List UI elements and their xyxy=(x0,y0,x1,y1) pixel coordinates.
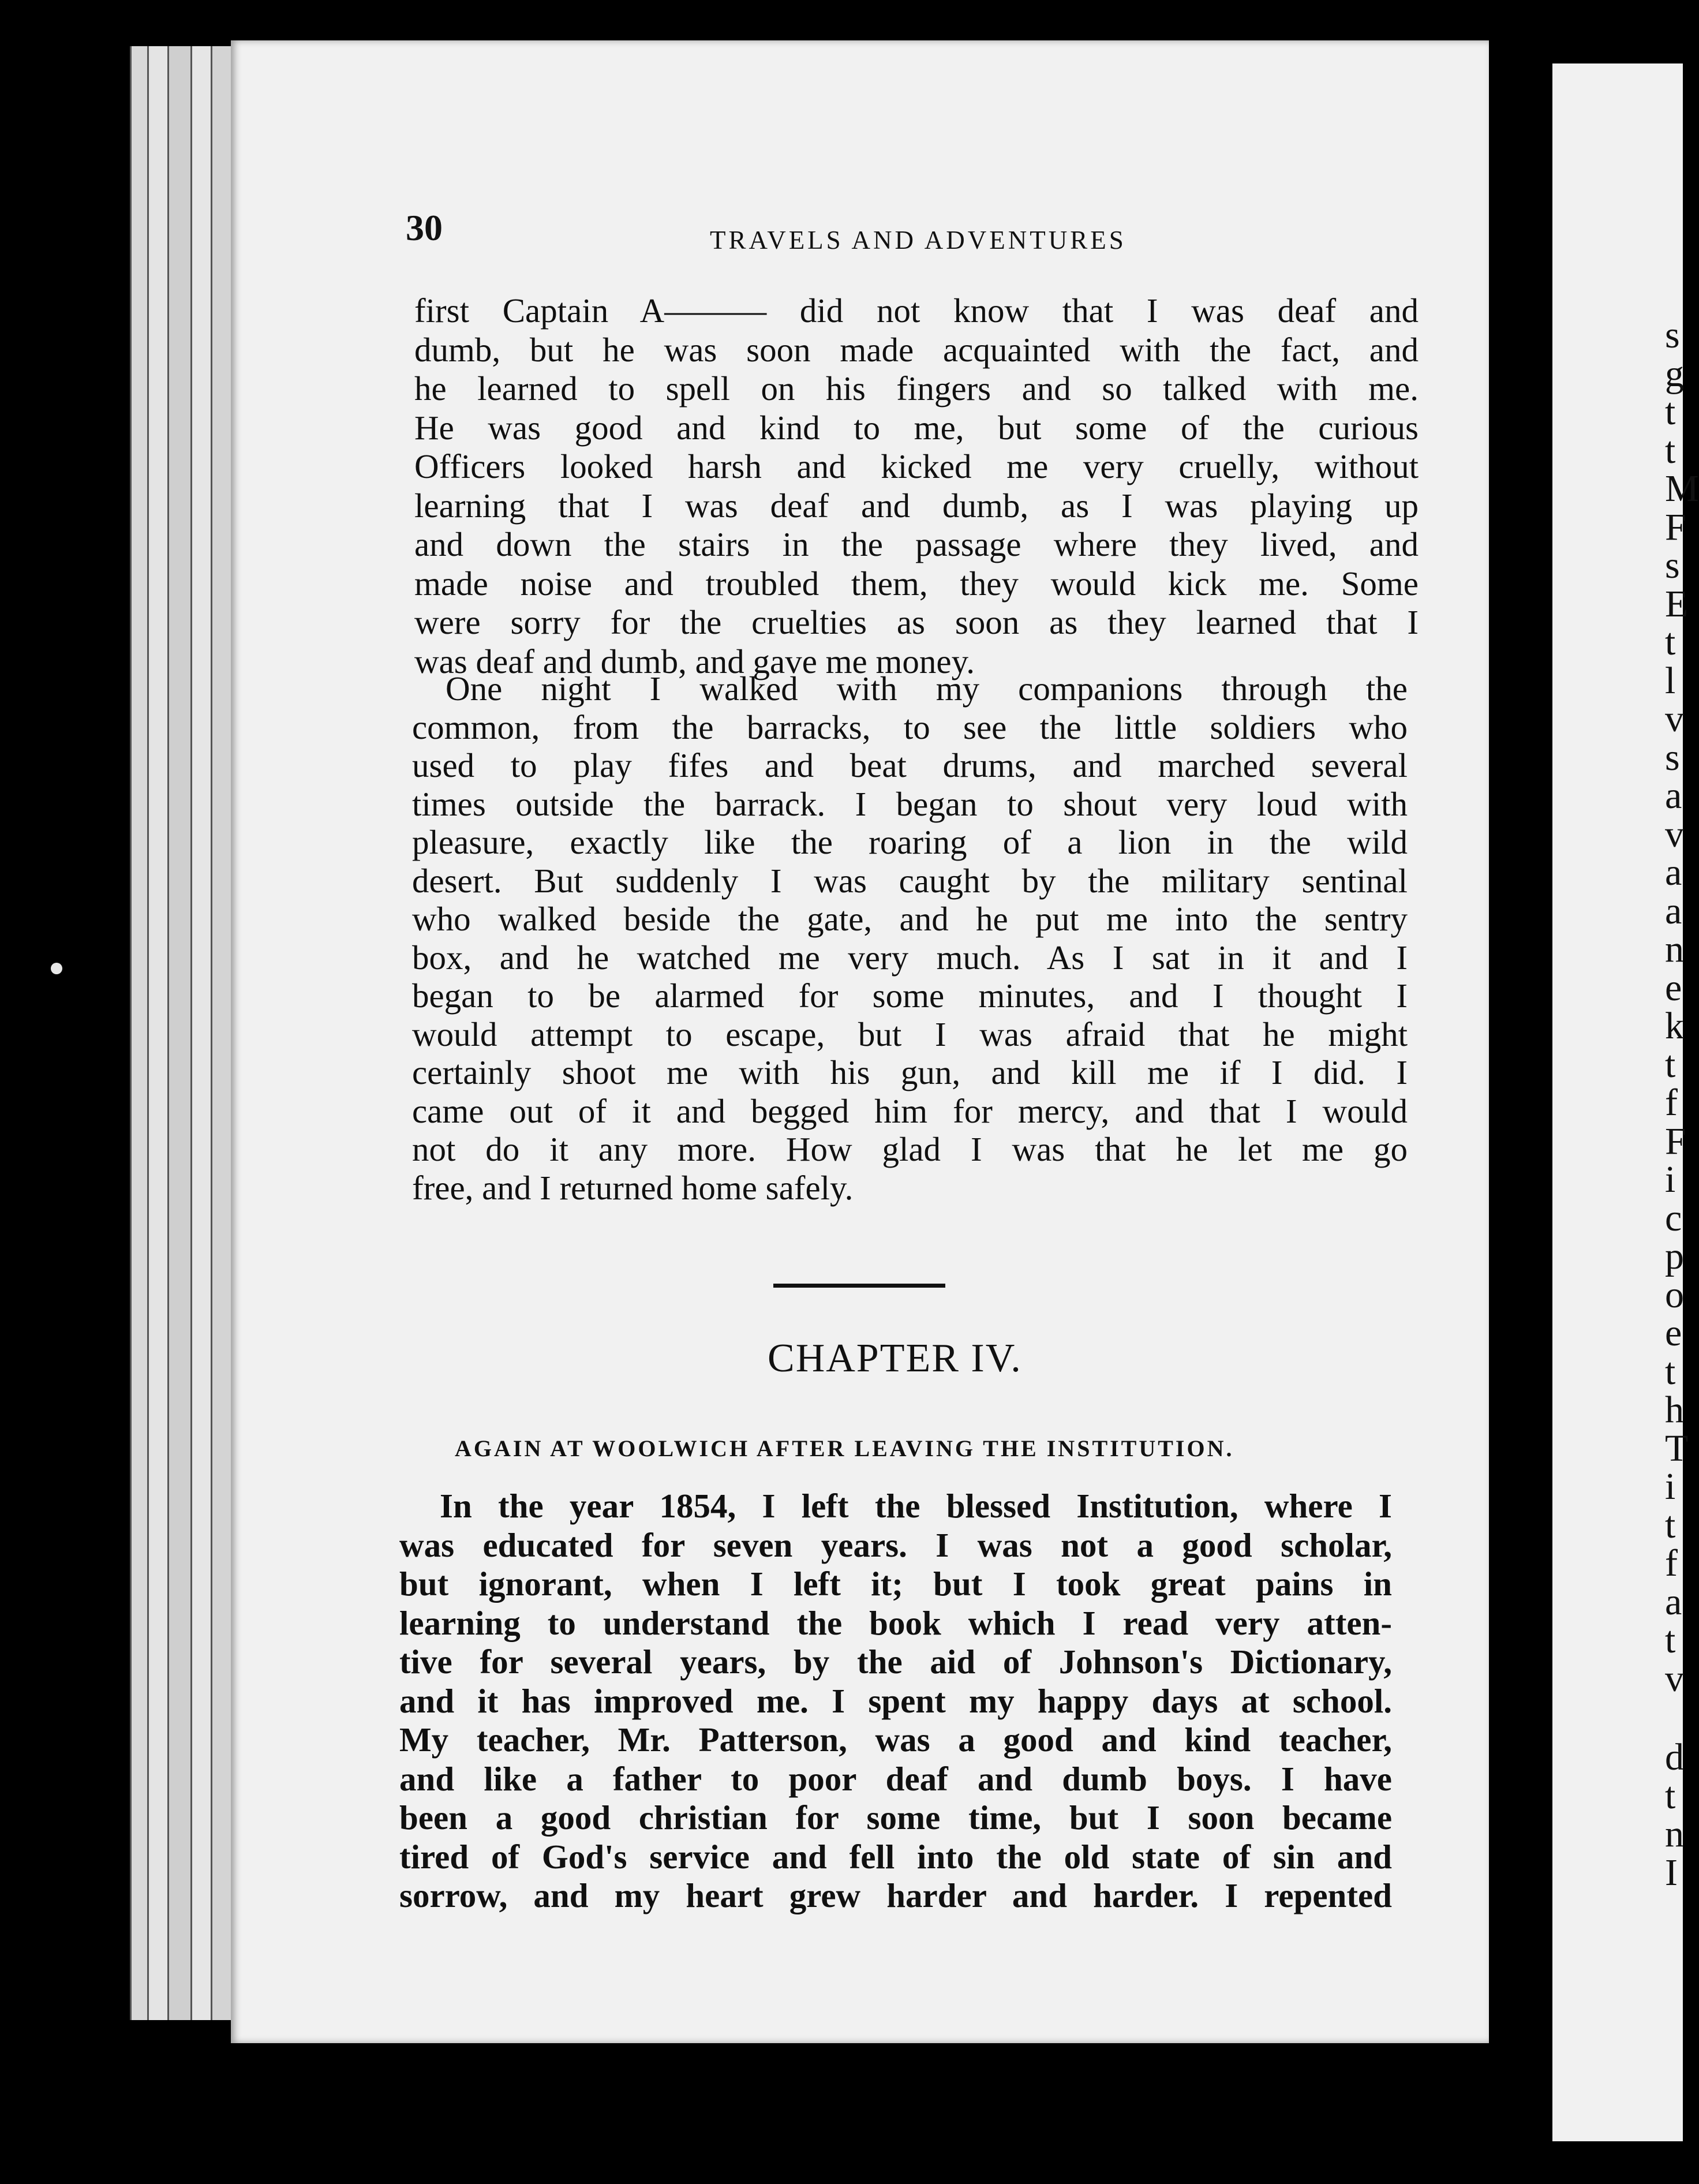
facing-page-letter: F xyxy=(1665,1120,1686,1162)
text-line: tive for several years, by the aid of Johnson's Dictionary, xyxy=(399,1643,1392,1681)
facing-page-letter: F xyxy=(1665,506,1686,548)
text-line: and down the stairs in the passage where they lived, and xyxy=(414,525,1419,563)
text-line: learning to understand the book which I read very atten- xyxy=(399,1603,1392,1642)
facing-page-letter: e xyxy=(1665,1312,1682,1354)
text-line: made noise and troubled them, they would kick me. Some xyxy=(414,564,1419,603)
facing-page-letter: I xyxy=(1665,1851,1678,1894)
facing-page-letter: a xyxy=(1665,851,1682,893)
text-line: first Captain A——— did not know that I was deaf and xyxy=(414,291,1419,330)
facing-page-letter: s xyxy=(1665,314,1680,356)
facing-page-letter: f xyxy=(1665,1082,1678,1124)
text-line: My teacher, Mr. Patterson, was a good and kind teacher, xyxy=(399,1721,1392,1759)
text-line: One night I walked with my companions through the xyxy=(446,670,1408,708)
text-line: times outside the barrack. I began to shout very loud with xyxy=(412,784,1408,823)
text-line: was deaf and dumb, and gave me money. xyxy=(414,642,975,680)
facing-page-letter: t xyxy=(1665,429,1676,472)
facing-page-letter: v xyxy=(1665,1657,1684,1700)
facing-page-letter: t xyxy=(1665,1043,1676,1086)
text-line: desert. But suddenly I was caught by the military sentinal xyxy=(412,861,1408,900)
facing-page-letter: a xyxy=(1665,775,1682,817)
text-line: box, and he watched me very much. As I sat in it and I xyxy=(412,938,1408,977)
text-line: began to be alarmed for some minutes, and I thought I xyxy=(412,977,1408,1015)
text-line: He was good and kind to me, but some of the curious xyxy=(414,408,1419,447)
facing-page-letter: n xyxy=(1665,928,1684,970)
text-line: and it has improved me. I spent my happy days at school. xyxy=(399,1681,1392,1720)
facing-page-letter: g xyxy=(1665,352,1684,395)
facing-page-letter: t xyxy=(1665,391,1676,433)
text-line: been a good christian for some time, but I soon became xyxy=(399,1798,1392,1837)
facing-page-letter: t xyxy=(1665,1504,1676,1546)
text-line: he learned to spell on his fingers and so talked with me. xyxy=(414,369,1419,407)
text-line: who walked beside the gate, and he put me into the sentry xyxy=(412,900,1408,938)
facing-page-letter: v xyxy=(1665,698,1684,740)
facing-page-letter: t xyxy=(1665,621,1676,663)
text-line: used to play fifes and beat drums, and marched several xyxy=(412,746,1408,784)
facing-page-letter: v xyxy=(1665,813,1684,855)
text-line: not do it any more. How glad I was that he let me go xyxy=(412,1130,1408,1168)
section-divider xyxy=(773,1284,945,1288)
text-line: would attempt to escape, but I was afraid that he might xyxy=(412,1015,1408,1053)
text-line: sorrow, and my heart grew harder and harder. I repented xyxy=(399,1876,1392,1914)
text-line: certainly shoot me with his gun, and kill me if I did. I xyxy=(412,1053,1408,1091)
facing-page-letter: l xyxy=(1665,659,1676,702)
facing-page-letter: f xyxy=(1665,1542,1678,1584)
facing-page-letter: p xyxy=(1665,1235,1684,1277)
text-line: was educated for seven years. I was not a good scholar, xyxy=(399,1525,1392,1564)
facing-page-letter: M xyxy=(1665,468,1699,510)
paragraph xyxy=(399,1487,1392,1916)
facing-page-letter: t xyxy=(1665,1350,1676,1393)
paragraph xyxy=(414,291,1419,681)
text-line: In the year 1854, I left the blessed Institution, where I xyxy=(440,1487,1392,1525)
chapter-title: CHAPTER IV. xyxy=(768,1336,1022,1381)
facing-page-letter: e xyxy=(1665,966,1682,1009)
text-line: came out of it and begged him for mercy, and that I would xyxy=(412,1091,1408,1130)
text-line: free, and I returned home safely. xyxy=(412,1168,854,1207)
facing-page-letter: a xyxy=(1665,889,1682,932)
page-number: 30 xyxy=(406,207,443,248)
facing-page-letter: i xyxy=(1665,1465,1676,1508)
text-line: tired of God's service and fell into the old state of sin and xyxy=(399,1837,1392,1876)
margin-speck xyxy=(51,963,62,974)
facing-page-letter: c xyxy=(1665,1196,1682,1239)
chapter-subtitle: AGAIN AT WOOLWICH AFTER LEAVING THE INSTITUTION. xyxy=(455,1435,1234,1461)
facing-page-letter: o xyxy=(1665,1273,1684,1316)
facing-page-letter: E xyxy=(1665,582,1689,625)
text-line: but ignorant, when I left it; but I took great pains in xyxy=(399,1565,1392,1603)
text-line: Officers looked harsh and kicked me very cruelly, without xyxy=(414,447,1419,485)
text-line: and like a father to poor deaf and dumb boys. I have xyxy=(399,1759,1392,1798)
facing-page-edge xyxy=(1552,63,1683,2141)
paragraph xyxy=(412,670,1408,1207)
text-line: dumb, but he was soon made acquainted with the fact, and xyxy=(414,330,1419,369)
text-line: common, from the barracks, to see the little soldiers who xyxy=(412,708,1408,746)
text-line: were sorry for the cruelties as soon as they learned that I xyxy=(414,603,1419,641)
facing-page-letter: t xyxy=(1665,1619,1676,1661)
facing-page-letter: s xyxy=(1665,736,1680,779)
facing-page-letter: s xyxy=(1665,544,1680,586)
facing-page-letter: a xyxy=(1665,1580,1682,1623)
text-line: pleasure, exactly like the roaring of a lion in the wild xyxy=(412,823,1408,861)
text-line: learning that I was deaf and dumb, as I was playing up xyxy=(414,486,1419,525)
facing-page-letter: i xyxy=(1665,1158,1676,1201)
facing-page-letter: h xyxy=(1665,1389,1684,1431)
running-head: TRAVELS AND ADVENTURES xyxy=(710,226,1127,255)
facing-page-letter: t xyxy=(1665,1774,1676,1817)
facing-page-letter: T xyxy=(1665,1427,1689,1469)
facing-page-letter: n xyxy=(1665,1813,1684,1855)
facing-page-letter: k xyxy=(1665,1005,1684,1047)
facing-page-letter: d xyxy=(1665,1736,1684,1778)
